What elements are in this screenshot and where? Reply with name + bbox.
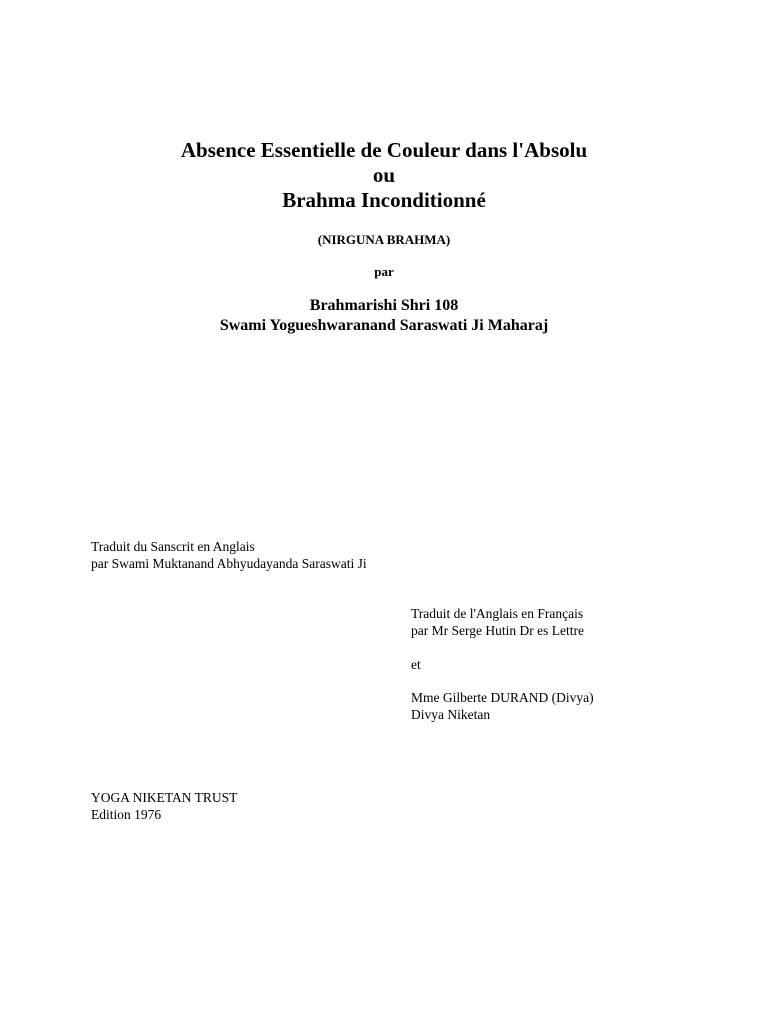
co-translator-line-2: Divya Niketan <box>411 707 491 722</box>
publisher-block <box>91 789 237 823</box>
french-translation-line-1: Traduit de l'Anglais en Français <box>411 606 584 621</box>
conjunction-et <box>411 656 421 673</box>
title-line-1: Absence Essentielle de Couleur dans l'Absolu <box>180 138 588 162</box>
publisher-name: YOGA NIKETAN TRUST <box>91 790 238 805</box>
author-line-2: Swami Yogueshwaranand Saraswati Ji Maharaj <box>219 317 549 334</box>
et-label: et <box>411 657 421 672</box>
edition-year: Edition 1976 <box>91 807 162 822</box>
co-translator-line-1: Mme Gilberte DURAND (Divya) <box>411 690 594 705</box>
co-translator-credit <box>411 689 594 723</box>
title-line-2: ou <box>372 163 396 187</box>
english-translation-line-2: par Swami Muktanand Abhyudayanda Saraswati Ji <box>91 556 367 571</box>
author-block <box>0 296 768 336</box>
english-translation-line-1: Traduit du Sanscrit en Anglais <box>91 539 255 554</box>
subtitle: (NIRGUNA BRAHMA) <box>317 232 451 247</box>
par-label: par <box>374 264 394 279</box>
english-translation-credit <box>91 538 367 572</box>
title-line-3: Brahma Inconditionné <box>282 188 486 212</box>
french-translation-line-2: par Mr Serge Hutin Dr es Lettre <box>411 623 584 638</box>
french-translation-credit <box>411 605 584 639</box>
author-line-1: Brahmarishi Shri 108 <box>309 297 459 314</box>
document-title <box>0 138 768 213</box>
